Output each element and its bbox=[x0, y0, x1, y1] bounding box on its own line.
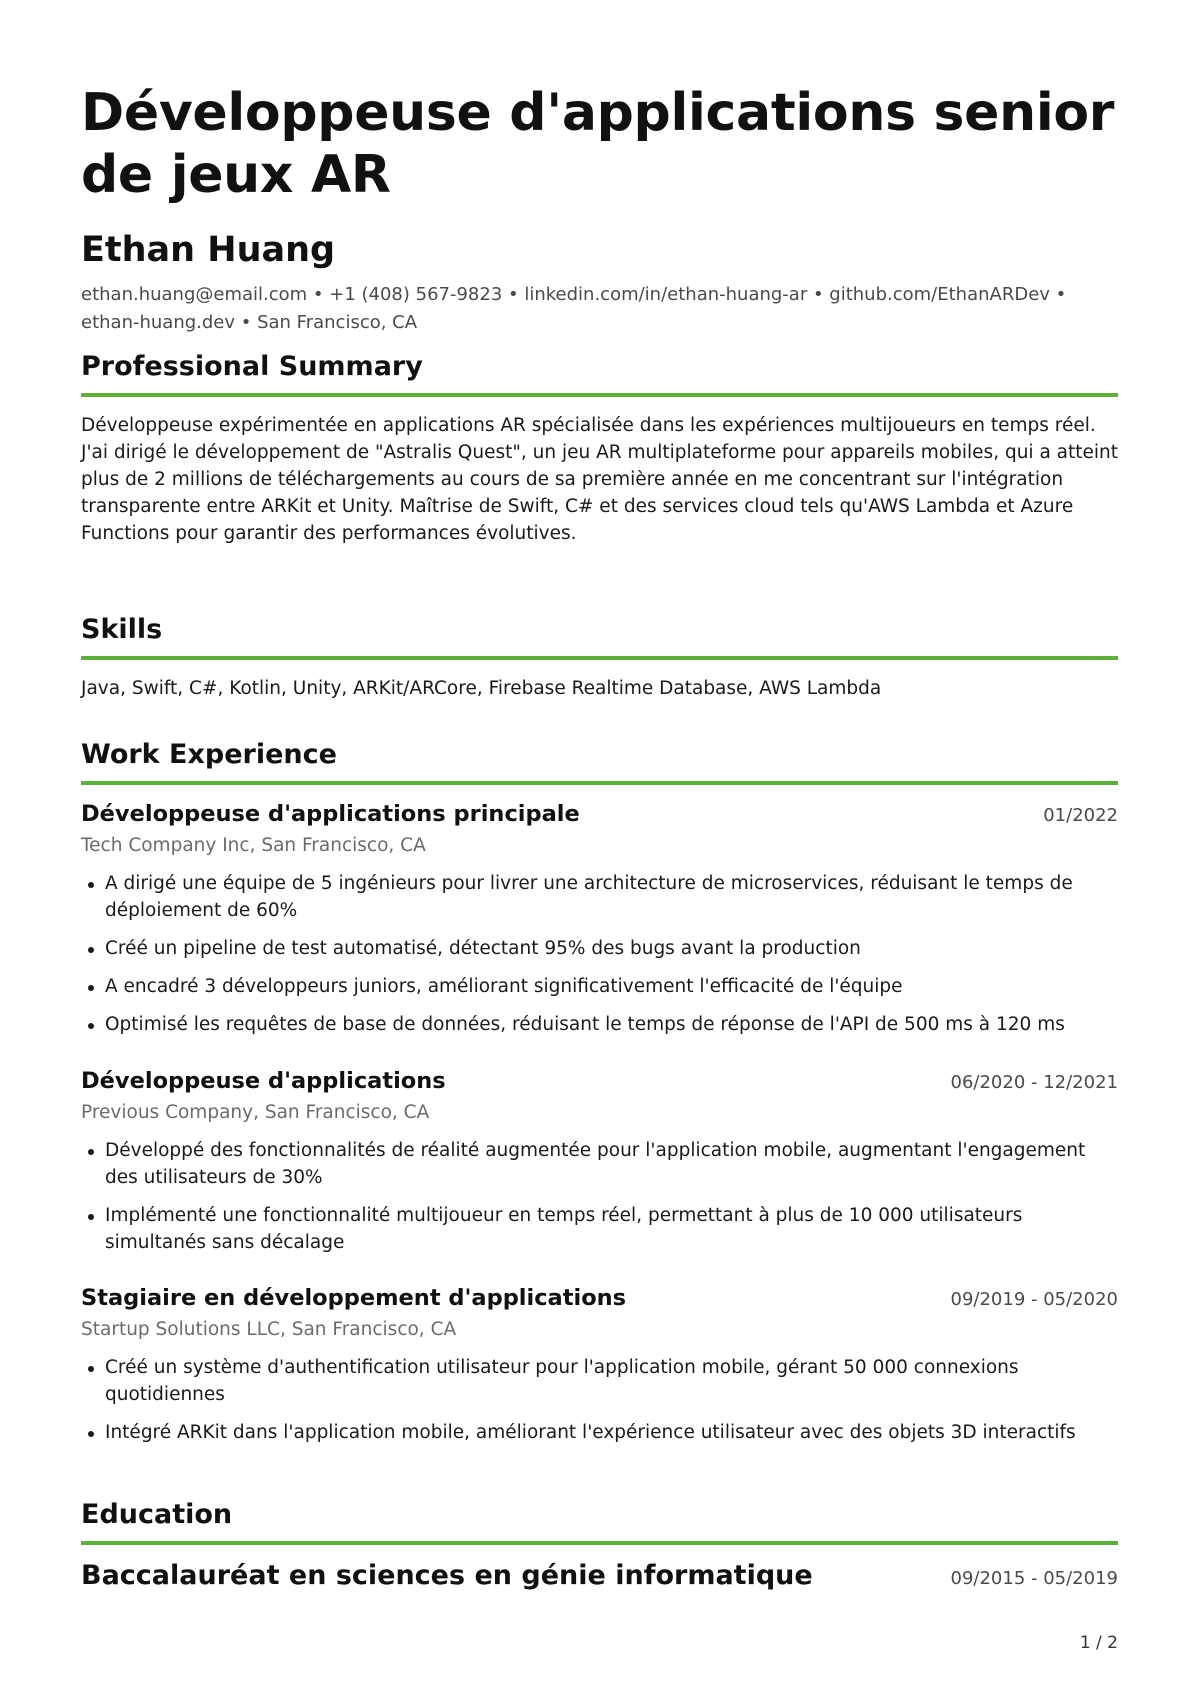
candidate-name: Ethan Huang bbox=[81, 230, 336, 270]
section-divider bbox=[81, 781, 1118, 785]
job-date: 06/2020 - 12/2021 bbox=[950, 1072, 1118, 1093]
education-date: 09/2015 - 05/2019 bbox=[950, 1568, 1118, 1589]
resume-title: Développeuse d'applications senior de jeux AR bbox=[81, 83, 1115, 205]
job-bullets bbox=[81, 870, 1118, 1038]
section-divider bbox=[81, 1541, 1118, 1545]
skills-section bbox=[81, 612, 1118, 702]
job-company: Startup Solutions LLC, San Francisco, CA bbox=[81, 1319, 457, 1340]
section-divider bbox=[81, 393, 1118, 397]
bullet-item: A encadré 3 développeurs juniors, améliorant significativement l'efficacité de l'équipe bbox=[81, 973, 1118, 1000]
education-heading: Education bbox=[81, 1499, 233, 1530]
job-entry bbox=[81, 1283, 1118, 1457]
job-company: Tech Company Inc, San Francisco, CA bbox=[81, 835, 426, 856]
job-entry bbox=[81, 799, 1118, 1049]
skills-heading: Skills bbox=[81, 614, 163, 645]
bullet-item: Implémenté une fonctionnalité multijoueur en temps réel, permettant à plus de 10 000 utilisateurs simultanés sans décalage bbox=[81, 1202, 1118, 1256]
job-date: 09/2019 - 05/2020 bbox=[950, 1289, 1118, 1310]
job-title: Développeuse d'applications bbox=[81, 1068, 446, 1094]
job-bullets bbox=[81, 1137, 1118, 1256]
job-title: Stagiaire en développement d'applications bbox=[81, 1285, 627, 1311]
summary-text: Développeuse expérimentée en applications AR spécialisée dans les expériences multijoueurs en temps réel. J'ai dirigé le développement de "Astralis Quest", un jeu AR multiplateforme pour appareils mobiles, qui a atteint plus de 2 millions de téléchargements au cours de sa première année en me concentrant sur l'intégration transparente entre ARKit et Unity. Maîtrise de Swift, C# et des services cloud tels qu'AWS Lambda et Azure Functions pour garantir des performances évolutives. bbox=[81, 415, 1119, 544]
summary-heading: Professional Summary bbox=[81, 351, 423, 382]
job-date: 01/2022 bbox=[1043, 805, 1118, 826]
bullet-item: Créé un système d'authentification utilisateur pour l'application mobile, gérant 50 000 connexions quotidiennes bbox=[81, 1354, 1118, 1408]
bullet-item: Optimisé les requêtes de base de données, réduisant le temps de réponse de l'API de 500 ms à 120 ms bbox=[81, 1011, 1118, 1038]
job-company: Previous Company, San Francisco, CA bbox=[81, 1102, 430, 1123]
summary-section bbox=[81, 349, 1118, 547]
education-entry bbox=[81, 1558, 1118, 1594]
bullet-item: Développé des fonctionnalités de réalité augmentée pour l'application mobile, augmentant l'engagement des utilisateurs de 30% bbox=[81, 1137, 1118, 1191]
page-number: 1 / 2 bbox=[1079, 1633, 1118, 1653]
skills-text: Java, Swift, C#, Kotlin, Unity, ARKit/ARCore, Firebase Realtime Database, AWS Lambda bbox=[81, 678, 882, 699]
education-section bbox=[81, 1497, 1118, 1545]
job-bullets bbox=[81, 1354, 1118, 1446]
degree-title: Baccalauréat en sciences en génie informatique bbox=[81, 1560, 813, 1591]
experience-heading: Work Experience bbox=[81, 739, 337, 770]
bullet-item: A dirigé une équipe de 5 ingénieurs pour livrer une architecture de microservices, réduisant le temps de déploiement de 60% bbox=[81, 870, 1118, 924]
bullet-item: Créé un pipeline de test automatisé, détectant 95% des bugs avant la production bbox=[81, 935, 1118, 962]
bullet-item: Intégré ARKit dans l'application mobile, améliorant l'expérience utilisateur avec des objets 3D interactifs bbox=[81, 1419, 1118, 1446]
job-title: Développeuse d'applications principale bbox=[81, 801, 580, 827]
contact-line: ethan.huang@email.com • +1 (408) 567-9823 • linkedin.com/in/ethan-huang-ar • github.com/EthanARDev • ethan-huang.dev • San Francisco, CA bbox=[81, 284, 1067, 333]
experience-section bbox=[81, 737, 1118, 785]
job-entry bbox=[81, 1066, 1118, 1267]
section-divider bbox=[81, 656, 1118, 660]
